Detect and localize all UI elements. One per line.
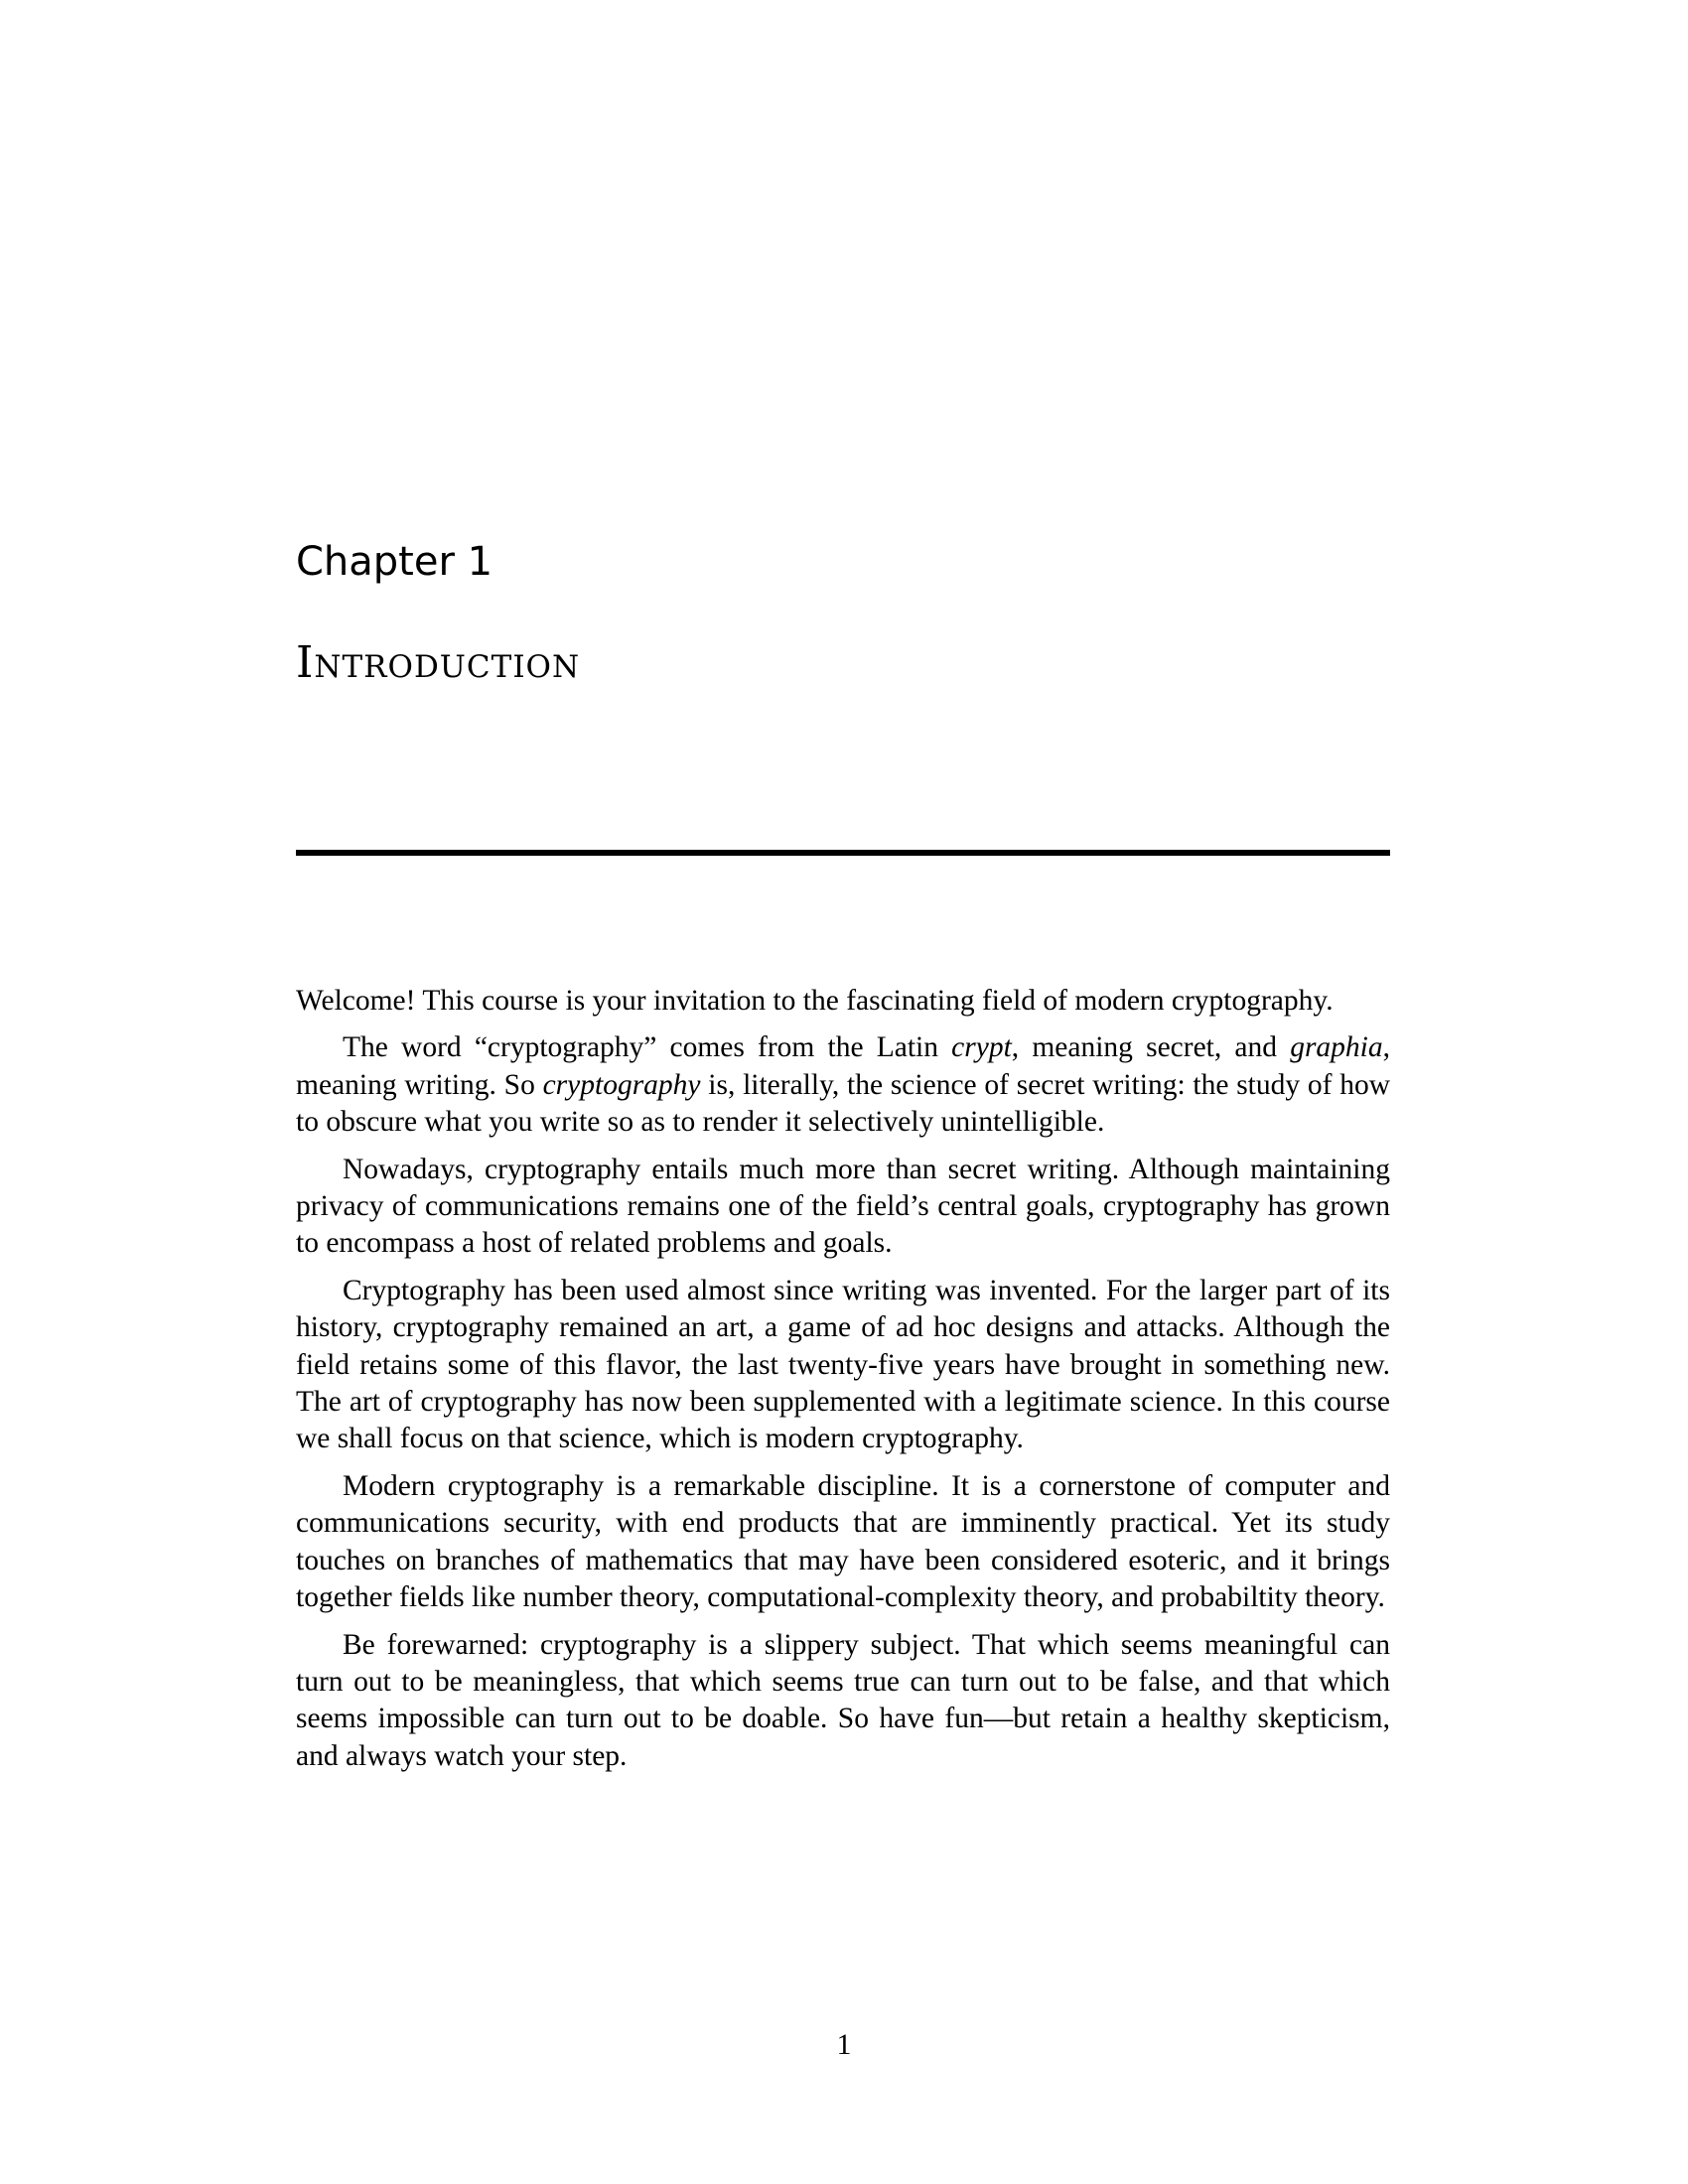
paragraph-text: Be forewarned: cryptography is a slippery subject. That which seems meaningful can turn out to be meaningless, that which seems true can turn out to be false, and that which seems impossible can turn out to be doable. So have fun—but retain a healthy skepticism, and always watch your step. bbox=[296, 1628, 1390, 1772]
chapter-label: Chapter 1 bbox=[296, 539, 493, 585]
paragraph-4 bbox=[296, 1273, 1390, 1458]
paragraph-6 bbox=[296, 1627, 1390, 1776]
paragraph-text: Welcome! This course is your invitation to the fascinating field of modern cryptography. bbox=[296, 985, 1334, 1017]
emphasis-term: graphia bbox=[1290, 1031, 1383, 1064]
emphasis-term: crypt bbox=[951, 1031, 1012, 1064]
paragraph-text: , meaning writing. So bbox=[296, 1031, 1390, 1101]
paragraph-3 bbox=[296, 1152, 1390, 1263]
paragraph-text: The word “cryptography” comes from the Latin bbox=[343, 1031, 952, 1064]
paragraph-2 bbox=[296, 1029, 1390, 1141]
paragraph-5 bbox=[296, 1468, 1390, 1617]
paragraph-1 bbox=[296, 983, 1390, 1020]
page-number: 1 bbox=[836, 2028, 852, 2061]
paragraph-text: Nowadays, cryptography entails much more than secret writing. Although maintaining privacy of communications remains one of the field’s central goals, cryptography has grown to encompass a host of related problems and goals. bbox=[296, 1153, 1390, 1260]
paragraph-text: is, literally, the science of secret writing: the study of how to obscure what you write so as to render it selectively unintelligible. bbox=[296, 1068, 1391, 1139]
chapter-divider-rule bbox=[296, 850, 1390, 856]
paragraph-text: , meaning secret, and bbox=[1011, 1031, 1291, 1064]
chapter-title: Introduction bbox=[296, 637, 581, 688]
paragraph-text: Cryptography has been used almost since writing was invented. For the larger part of its history, cryptography remained an art, a game of ad hoc designs and attacks. Although the field retains some of this flavor, the last twenty-five years have brought in something new. The art of cryptography has now been supplemented with a legitimate science. In this course we shall focus on that science, which is modern cryptography. bbox=[296, 1274, 1390, 1455]
paragraph-text: Modern cryptography is a remarkable discipline. It is a cornerstone of computer and communications security, with end products that are imminently practical. Yet its study touches on branches of mathematics that may have been considered esoteric, and it brings together fields like number theory, computational-complexity theory, and probabiltity theory. bbox=[296, 1469, 1390, 1614]
emphasis-term: cryptography bbox=[542, 1068, 701, 1101]
chapter-body bbox=[296, 983, 1390, 1785]
